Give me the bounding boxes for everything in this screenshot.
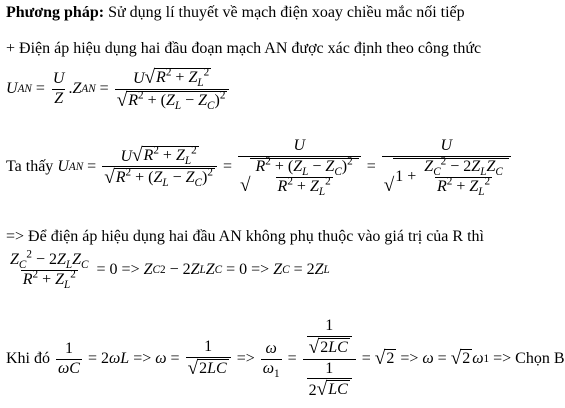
answer-choice: => Chọn B xyxy=(493,350,565,368)
formula-intro: + Điện áp hiệu dụng hai đầu đoạn mạch AN được xác định theo công thức xyxy=(6,40,482,57)
dependence-line: => Để điện áp hiệu dụng hai đầu AN không phụ thuộc vào giá trị của R thì xyxy=(6,228,484,245)
formula-uan: U AN = $\frac{U}{Z}$ . Z AN = U √ $R^2 + Z_L^2$ √ $R^2 + (Z_L - Z_C)^2$ xyxy=(6,68,231,111)
method-text: Sử dụng lí thuyết về mạch điện xoay chiều mắc nối tiếp xyxy=(104,4,465,21)
formula-khi-do: Khi đó $\frac{1}{\omega C}$ = 2 ωL => ω = 1 √ 2LC => $\frac{\omega}{\omega_1}$ = 1 √ 2LC 1 2 √ LC = √ 2 => ω = √ 2 ω 1 => Chọn B xyxy=(6,317,565,401)
method-label: Phương pháp: xyxy=(6,4,105,21)
method-line xyxy=(6,4,465,22)
khi-do-label: Khi đó xyxy=(6,350,50,368)
formula-condition: $\frac{Z_C^2 - 2Z_LZ_C}{R^2 + Z_L^2}$ = 0 => Z C 2 − 2 Z L Z C = 0 => Z C = 2 Z L xyxy=(10,248,330,291)
ta-thay-label: Ta thấy xyxy=(6,157,54,175)
formula-ta-thay: Ta thấy U AN = U √ $R^2 + Z_L^2$ √ $R^2 + (Z_L - Z_C)^2$ = U √ $\frac{R^2 + (Z_L - Z_C)^2}{R^2 + Z_L^2}$ = U √ 1 + $\frac{Z_C^2 - 2Z_LZ_C}{R^2 + Z_L^2}$ xyxy=(6,138,513,196)
